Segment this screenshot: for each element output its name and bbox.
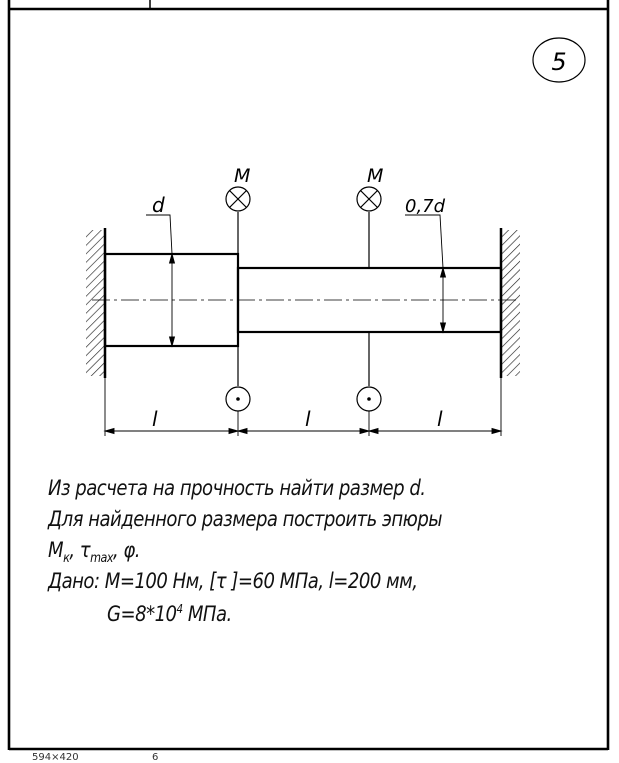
symbol-tau-subscript: max — [90, 551, 113, 567]
label-moment-right: M — [367, 165, 384, 187]
symbol-torque-subscript: к — [63, 551, 70, 567]
task-line-3-separator-1: , — [69, 538, 80, 562]
footer-page: 6 — [152, 752, 159, 763]
label-diameter-d: d — [152, 193, 165, 217]
right-wall-support — [501, 228, 520, 378]
task-line-3 — [48, 538, 140, 566]
task-number: 5 — [551, 48, 567, 76]
task-number-badge — [533, 38, 585, 82]
task-line-5 — [107, 602, 232, 626]
label-length-2: l — [305, 407, 311, 431]
symbol-torque: M — [48, 538, 64, 562]
left-wall-support — [86, 228, 105, 378]
label-moment-left: M — [234, 165, 251, 187]
symbol-tau: τ — [79, 538, 91, 562]
shear-modulus-value: G=8*10 — [107, 602, 177, 626]
moment-right — [357, 187, 381, 411]
moment-left-dot-icon — [236, 397, 240, 401]
dimension-0-7d — [405, 215, 446, 332]
task-line-2: Для найденного размера построить эпюры — [48, 507, 443, 531]
task-line-3-separator-2: , φ. — [112, 538, 141, 562]
task-line-4: Дано: M=100 Нм, [τ ]=60 МПа, l=200 мм, — [48, 569, 418, 593]
label-diameter-0-7d: 0,7d — [405, 196, 446, 217]
moment-right-dot-icon — [367, 397, 371, 401]
label-length-1: l — [152, 407, 158, 431]
task-line-1: Из расчета на прочность найти размер d. — [48, 476, 426, 500]
label-length-3: l — [437, 407, 443, 431]
dimension-d — [146, 215, 175, 346]
shear-modulus-unit: МПа. — [182, 602, 232, 626]
footer-format: 594×420 — [32, 752, 79, 763]
shear-modulus-exponent: 4 — [176, 602, 183, 616]
